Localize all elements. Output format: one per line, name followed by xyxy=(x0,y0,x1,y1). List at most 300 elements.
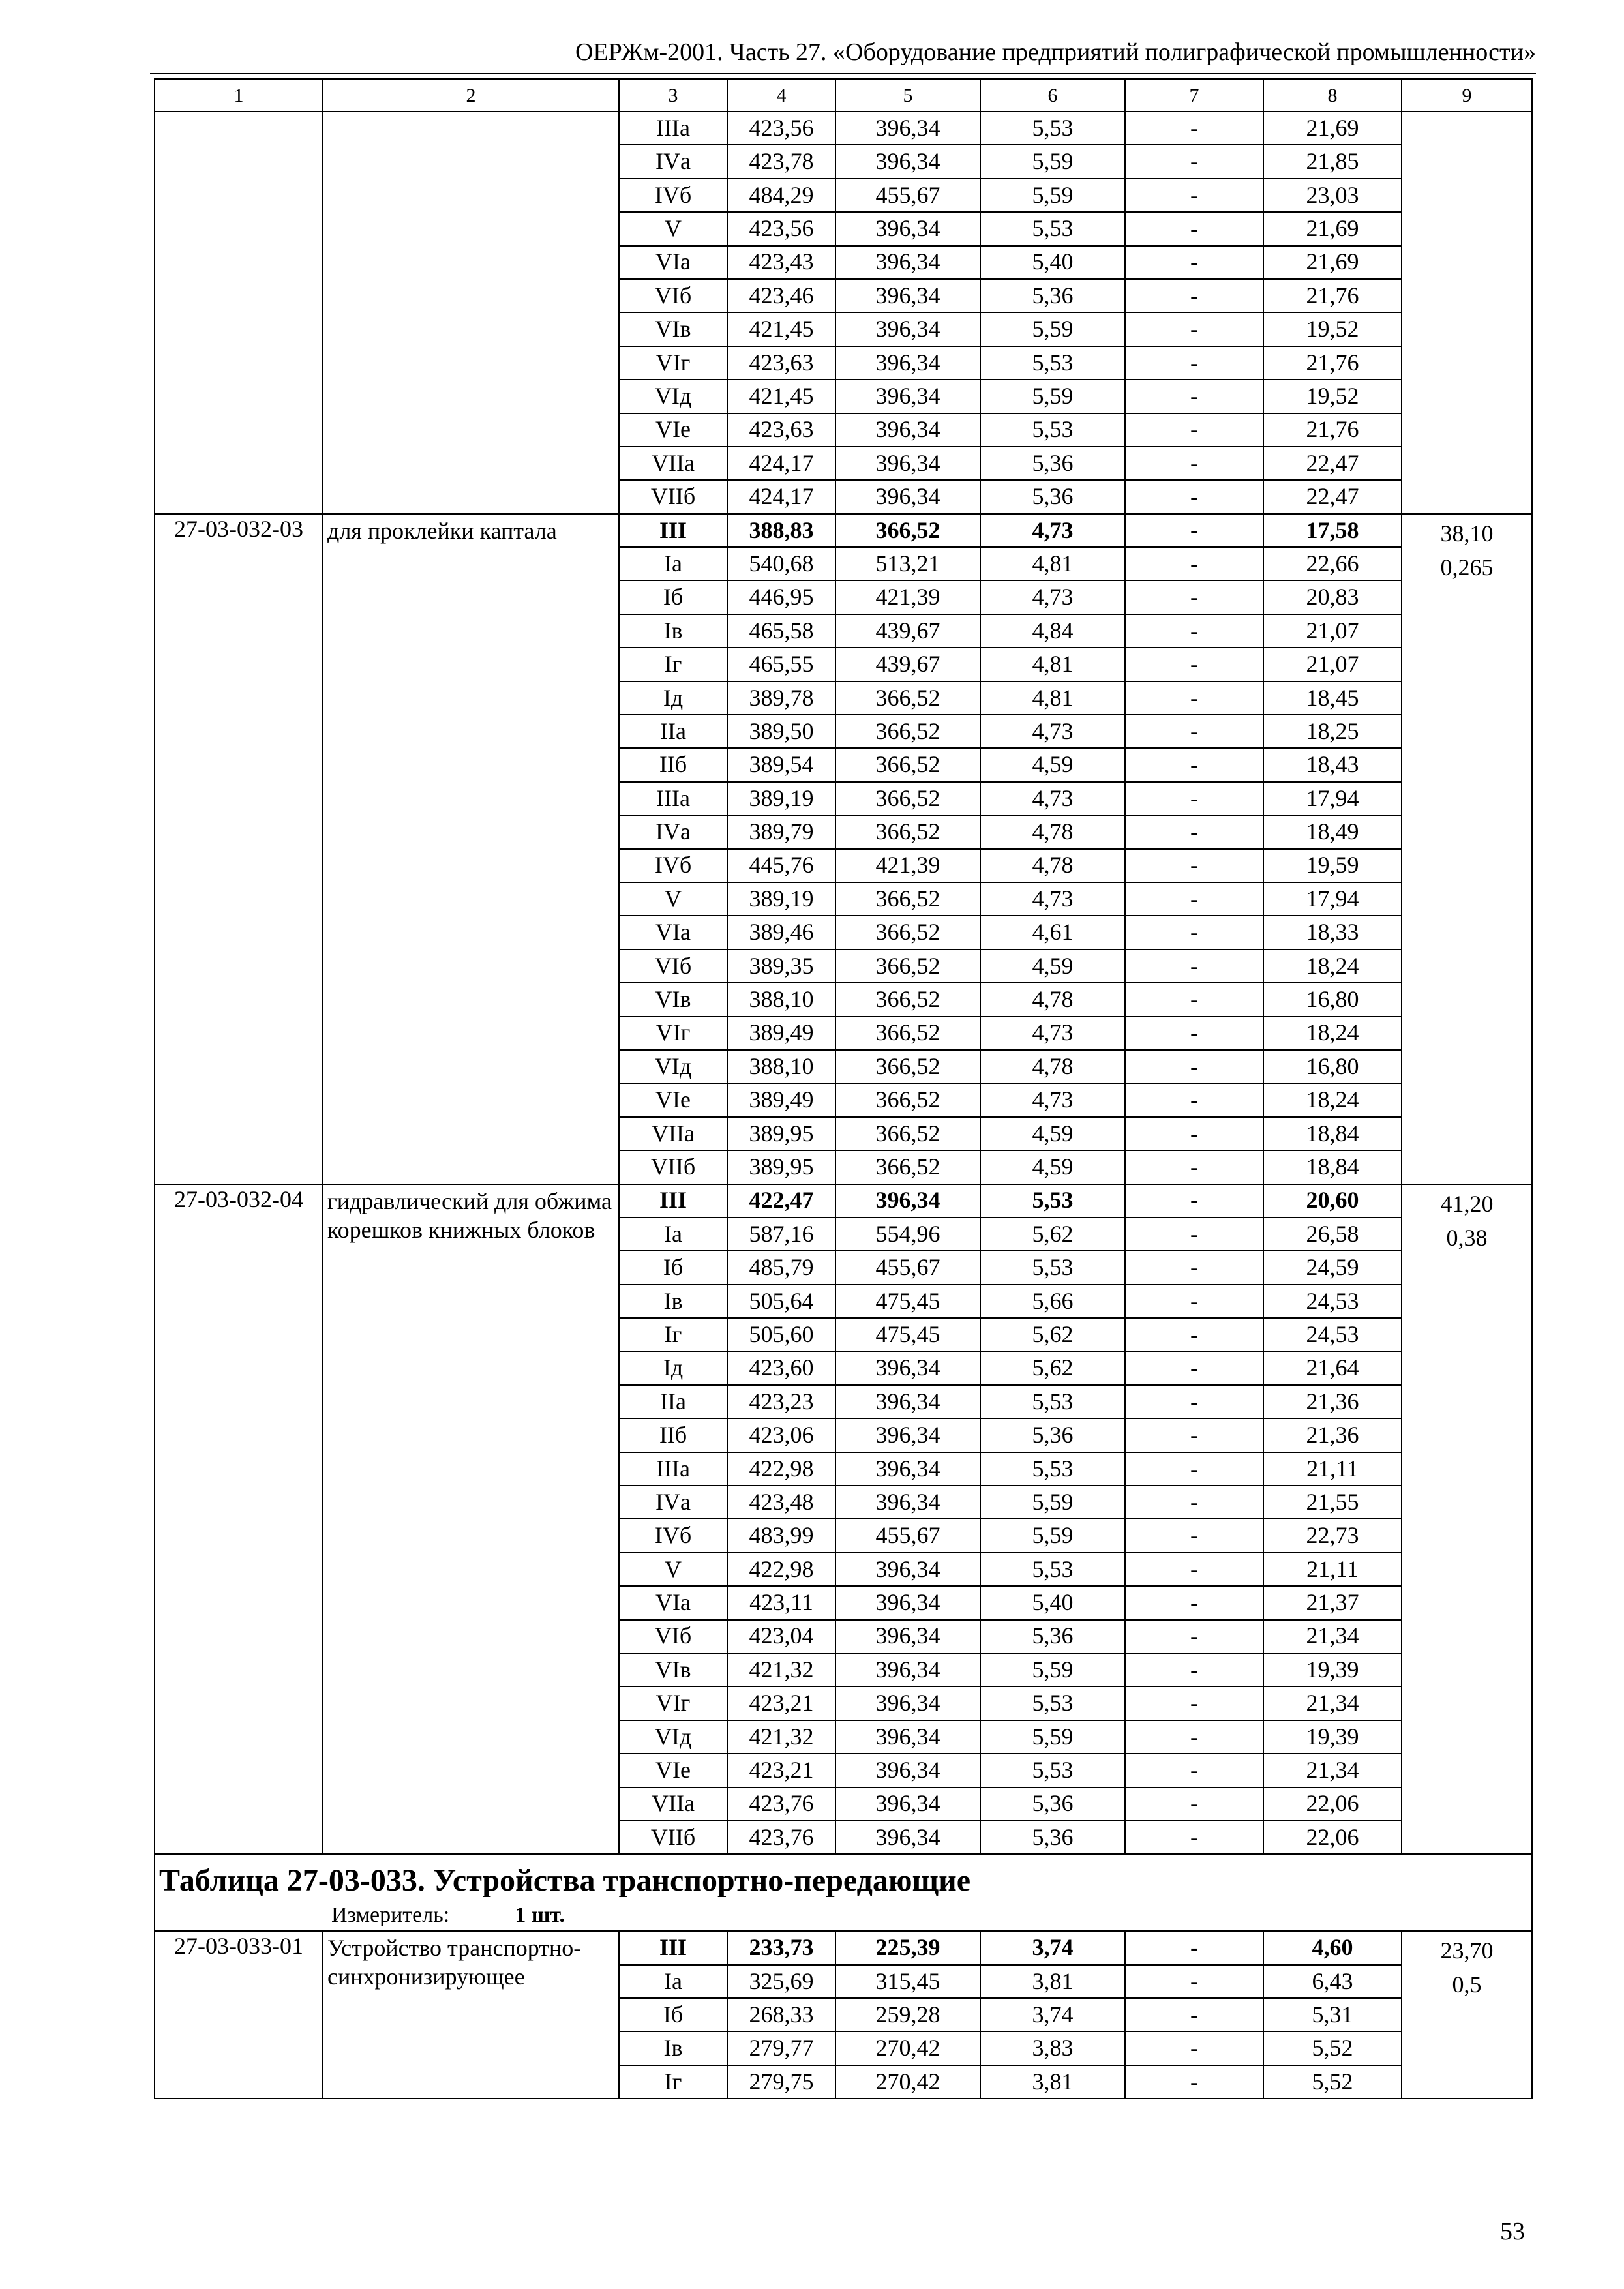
value-cell: 5,40 xyxy=(980,1586,1125,1619)
value-cell: 24,53 xyxy=(1263,1285,1402,1318)
value-cell: 475,45 xyxy=(835,1318,980,1351)
value-cell: - xyxy=(1125,1653,1263,1686)
value-cell: 18,49 xyxy=(1263,815,1402,848)
value-cell: 5,53 xyxy=(980,1385,1125,1418)
value-cell: Iг xyxy=(619,2065,727,2099)
value-cell: 396,34 xyxy=(835,1184,980,1218)
value-cell: - xyxy=(1125,580,1263,614)
value-cell: 423,56 xyxy=(727,112,835,145)
value-cell: 396,34 xyxy=(835,1418,980,1452)
value-cell: 513,21 xyxy=(835,547,980,580)
value-cell: 396,34 xyxy=(835,279,980,312)
value-cell: 18,25 xyxy=(1263,715,1402,748)
value-cell: - xyxy=(1125,614,1263,648)
value-cell: 423,23 xyxy=(727,1385,835,1418)
value-cell: 5,59 xyxy=(980,380,1125,413)
value-cell: 423,63 xyxy=(727,346,835,380)
value-cell: 5,59 xyxy=(980,145,1125,178)
value-cell: 366,52 xyxy=(835,983,980,1016)
measure-value: 1 шт. xyxy=(515,1903,565,1928)
value-cell: 396,34 xyxy=(835,346,980,380)
value-cell: 21,34 xyxy=(1263,1686,1402,1720)
col9-value: 0,265 xyxy=(1440,554,1494,580)
value-cell: 366,52 xyxy=(835,1050,980,1083)
value-cell: 17,94 xyxy=(1263,782,1402,815)
value-cell: III xyxy=(619,514,727,547)
value-cell: 396,34 xyxy=(835,1788,980,1821)
value-cell: 366,52 xyxy=(835,1017,980,1050)
value-cell: 3,74 xyxy=(980,1931,1125,1964)
value-cell: 4,81 xyxy=(980,547,1125,580)
value-cell: 388,10 xyxy=(727,983,835,1016)
value-cell: - xyxy=(1125,1686,1263,1720)
value-cell: 396,34 xyxy=(835,246,980,279)
value-cell: 18,84 xyxy=(1263,1150,1402,1184)
value-cell: 270,42 xyxy=(835,2031,980,2065)
value-cell: VIIб xyxy=(619,1150,727,1184)
table-caption-row xyxy=(155,1854,1532,1931)
value-cell: V xyxy=(619,1553,727,1586)
value-cell: 24,59 xyxy=(1263,1251,1402,1284)
value-cell: 17,94 xyxy=(1263,882,1402,916)
col9-value: 41,20 xyxy=(1440,1190,1494,1217)
value-cell: 540,68 xyxy=(727,547,835,580)
value-cell: VIIа xyxy=(619,1788,727,1821)
value-cell: - xyxy=(1125,1586,1263,1619)
col9-value: 0,38 xyxy=(1446,1224,1488,1251)
value-cell: 389,46 xyxy=(727,916,835,949)
value-cell: 5,36 xyxy=(980,1418,1125,1452)
value-cell: IIIа xyxy=(619,112,727,145)
col9-value: 23,70 xyxy=(1440,1937,1494,1964)
value-cell: 421,45 xyxy=(727,312,835,346)
column-number-row xyxy=(155,79,1532,112)
value-cell: 5,53 xyxy=(980,413,1125,447)
value-cell: VIа xyxy=(619,1586,727,1619)
value-cell: VIIа xyxy=(619,447,727,480)
value-cell: 325,69 xyxy=(727,1965,835,1998)
value-cell: - xyxy=(1125,212,1263,245)
value-cell: 16,80 xyxy=(1263,983,1402,1016)
value-cell: 366,52 xyxy=(835,1083,980,1116)
value-cell: 389,79 xyxy=(727,815,835,848)
value-cell: 4,61 xyxy=(980,916,1125,949)
value-cell: IIа xyxy=(619,715,727,748)
value-cell: 587,16 xyxy=(727,1218,835,1251)
value-cell: 5,62 xyxy=(980,1318,1125,1351)
value-cell: 4,81 xyxy=(980,681,1125,715)
value-cell: IVб xyxy=(619,179,727,212)
value-cell: 389,35 xyxy=(727,950,835,983)
value-cell: - xyxy=(1125,380,1263,413)
value-cell: - xyxy=(1125,480,1263,513)
table-row xyxy=(155,1931,1532,1964)
column-number: 1 xyxy=(155,79,323,112)
value-cell: - xyxy=(1125,1318,1263,1351)
value-cell: - xyxy=(1125,514,1263,547)
value-cell: IIб xyxy=(619,1418,727,1452)
value-cell: 5,36 xyxy=(980,1788,1125,1821)
value-cell: 5,36 xyxy=(980,447,1125,480)
value-cell: 22,47 xyxy=(1263,447,1402,480)
value-cell: - xyxy=(1125,1351,1263,1384)
value-cell: - xyxy=(1125,1385,1263,1418)
value-cell: 423,56 xyxy=(727,212,835,245)
value-cell: 5,31 xyxy=(1263,1998,1402,2031)
value-cell: 366,52 xyxy=(835,1117,980,1150)
value-cell: 396,34 xyxy=(835,1720,980,1754)
value-cell: 21,69 xyxy=(1263,212,1402,245)
value-cell: 5,59 xyxy=(980,1720,1125,1754)
value-cell: 5,62 xyxy=(980,1218,1125,1251)
value-cell: VIв xyxy=(619,312,727,346)
value-cell: 396,34 xyxy=(835,1620,980,1653)
value-cell: 421,39 xyxy=(835,580,980,614)
table-caption xyxy=(155,1854,1532,1931)
value-cell: Iб xyxy=(619,1251,727,1284)
rate-name: для проклейки каптала xyxy=(323,514,619,1184)
value-cell: 366,52 xyxy=(835,1150,980,1184)
code-cell-empty xyxy=(155,112,323,514)
value-cell: 5,40 xyxy=(980,246,1125,279)
value-cell: 485,79 xyxy=(727,1251,835,1284)
value-cell: 396,34 xyxy=(835,1754,980,1787)
value-cell: 22,66 xyxy=(1263,547,1402,580)
rate-name: Устройство транспортно-синхронизирующее xyxy=(323,1931,619,2099)
value-cell: 366,52 xyxy=(835,748,980,781)
value-cell: 396,34 xyxy=(835,1586,980,1619)
value-cell: 4,78 xyxy=(980,1050,1125,1083)
value-cell: 5,53 xyxy=(980,1452,1125,1486)
value-cell: 396,34 xyxy=(835,1385,980,1418)
value-cell: 396,34 xyxy=(835,447,980,480)
value-cell: 396,34 xyxy=(835,1821,980,1854)
measure-line xyxy=(159,1903,1527,1927)
value-cell: V xyxy=(619,212,727,245)
value-cell: - xyxy=(1125,648,1263,681)
value-cell: 21,64 xyxy=(1263,1351,1402,1384)
value-cell: 21,55 xyxy=(1263,1486,1402,1519)
value-cell: - xyxy=(1125,179,1263,212)
value-cell: 366,52 xyxy=(835,882,980,916)
value-cell: 6,43 xyxy=(1263,1965,1402,1998)
value-cell: 19,52 xyxy=(1263,312,1402,346)
value-cell: 423,76 xyxy=(727,1821,835,1854)
value-cell: 423,60 xyxy=(727,1351,835,1384)
value-cell: - xyxy=(1125,1519,1263,1552)
value-cell: IIб xyxy=(619,748,727,781)
value-cell: IVб xyxy=(619,1519,727,1552)
value-cell: VIе xyxy=(619,1083,727,1116)
value-cell: 5,53 xyxy=(980,1184,1125,1218)
value-cell: 26,58 xyxy=(1263,1218,1402,1251)
value-cell: III xyxy=(619,1184,727,1218)
value-cell: - xyxy=(1125,1788,1263,1821)
value-cell: IVа xyxy=(619,1486,727,1519)
column-number: 5 xyxy=(835,79,980,112)
value-cell: 5,36 xyxy=(980,480,1125,513)
value-cell: 389,54 xyxy=(727,748,835,781)
value-cell: - xyxy=(1125,748,1263,781)
value-cell: - xyxy=(1125,279,1263,312)
value-cell: - xyxy=(1125,145,1263,178)
value-cell: 5,53 xyxy=(980,1686,1125,1720)
measure-label: Измеритель: xyxy=(331,1903,450,1928)
rates-table xyxy=(154,78,1533,2099)
value-cell: 5,36 xyxy=(980,1821,1125,1854)
column-number: 3 xyxy=(619,79,727,112)
value-cell: 396,34 xyxy=(835,1452,980,1486)
value-cell: 484,29 xyxy=(727,179,835,212)
value-cell: - xyxy=(1125,1418,1263,1452)
value-cell: - xyxy=(1125,1754,1263,1787)
value-cell: Iа xyxy=(619,1965,727,1998)
value-cell: VIд xyxy=(619,1050,727,1083)
value-cell: - xyxy=(1125,782,1263,815)
value-cell: 21,11 xyxy=(1263,1553,1402,1586)
value-cell: 21,36 xyxy=(1263,1385,1402,1418)
value-cell: 389,78 xyxy=(727,681,835,715)
value-cell: 483,99 xyxy=(727,1519,835,1552)
value-cell: - xyxy=(1125,1150,1263,1184)
value-cell: Iв xyxy=(619,2031,727,2065)
value-cell: 421,32 xyxy=(727,1720,835,1754)
value-cell: 21,76 xyxy=(1263,279,1402,312)
value-cell: 5,66 xyxy=(980,1285,1125,1318)
col9-cell xyxy=(1402,514,1532,1184)
value-cell: VIб xyxy=(619,1620,727,1653)
value-cell: 5,59 xyxy=(980,179,1125,212)
value-cell: 18,24 xyxy=(1263,1083,1402,1116)
value-cell: - xyxy=(1125,1251,1263,1284)
value-cell: VIд xyxy=(619,380,727,413)
value-cell: Iб xyxy=(619,580,727,614)
value-cell: - xyxy=(1125,681,1263,715)
value-cell: 4,73 xyxy=(980,715,1125,748)
value-cell: 423,76 xyxy=(727,1788,835,1821)
rate-code: 27-03-032-04 xyxy=(155,1184,323,1855)
col9-value: 0,5 xyxy=(1452,1971,1482,1998)
value-cell: Iд xyxy=(619,681,727,715)
value-cell: - xyxy=(1125,1452,1263,1486)
value-cell: VIв xyxy=(619,1653,727,1686)
value-cell: 5,53 xyxy=(980,212,1125,245)
value-cell: VIд xyxy=(619,1720,727,1754)
value-cell: 21,69 xyxy=(1263,246,1402,279)
value-cell: VIе xyxy=(619,413,727,447)
value-cell: 505,60 xyxy=(727,1318,835,1351)
header-rule xyxy=(150,73,1536,74)
value-cell: 21,34 xyxy=(1263,1620,1402,1653)
value-cell: - xyxy=(1125,1998,1263,2031)
table-row xyxy=(155,1184,1532,1218)
value-cell: - xyxy=(1125,1117,1263,1150)
value-cell: 423,63 xyxy=(727,413,835,447)
col9-cell-empty xyxy=(1402,112,1532,514)
value-cell: VIIб xyxy=(619,480,727,513)
column-number: 4 xyxy=(727,79,835,112)
value-cell: 421,45 xyxy=(727,380,835,413)
value-cell: 18,24 xyxy=(1263,1017,1402,1050)
value-cell: - xyxy=(1125,849,1263,882)
value-cell: 5,59 xyxy=(980,312,1125,346)
value-cell: - xyxy=(1125,1931,1263,1964)
value-cell: 5,52 xyxy=(1263,2031,1402,2065)
table-row xyxy=(155,112,1532,145)
value-cell: 388,83 xyxy=(727,514,835,547)
rate-code: 27-03-033-01 xyxy=(155,1931,323,2099)
value-cell: VIг xyxy=(619,346,727,380)
value-cell: 366,52 xyxy=(835,681,980,715)
value-cell: - xyxy=(1125,1285,1263,1318)
value-cell: 423,06 xyxy=(727,1418,835,1452)
value-cell: 315,45 xyxy=(835,1965,980,1998)
value-cell: 3,74 xyxy=(980,1998,1125,2031)
value-cell: 225,39 xyxy=(835,1931,980,1964)
value-cell: 424,17 xyxy=(727,480,835,513)
value-cell: 423,21 xyxy=(727,1754,835,1787)
value-cell: VIIа xyxy=(619,1117,727,1150)
value-cell: 423,04 xyxy=(727,1620,835,1653)
value-cell: 17,58 xyxy=(1263,514,1402,547)
value-cell: 21,11 xyxy=(1263,1452,1402,1486)
value-cell: VIв xyxy=(619,983,727,1016)
value-cell: 5,62 xyxy=(980,1351,1125,1384)
value-cell: IIIа xyxy=(619,1452,727,1486)
value-cell: 268,33 xyxy=(727,1998,835,2031)
value-cell: 455,67 xyxy=(835,1251,980,1284)
value-cell: 4,73 xyxy=(980,1083,1125,1116)
value-cell: - xyxy=(1125,547,1263,580)
value-cell: 22,06 xyxy=(1263,1788,1402,1821)
value-cell: VIIб xyxy=(619,1821,727,1854)
value-cell: 396,34 xyxy=(835,1553,980,1586)
value-cell: 4,60 xyxy=(1263,1931,1402,1964)
value-cell: 5,53 xyxy=(980,346,1125,380)
value-cell: 554,96 xyxy=(835,1218,980,1251)
value-cell: 4,59 xyxy=(980,1150,1125,1184)
value-cell: 423,21 xyxy=(727,1686,835,1720)
value-cell: - xyxy=(1125,916,1263,949)
value-cell: 396,34 xyxy=(835,413,980,447)
value-cell: 366,52 xyxy=(835,715,980,748)
value-cell: 388,10 xyxy=(727,1050,835,1083)
rate-code: 27-03-032-03 xyxy=(155,514,323,1184)
value-cell: 5,59 xyxy=(980,1486,1125,1519)
value-cell: Iв xyxy=(619,1285,727,1318)
value-cell: 4,73 xyxy=(980,580,1125,614)
value-cell: 396,34 xyxy=(835,212,980,245)
value-cell: - xyxy=(1125,815,1263,848)
value-cell: VIб xyxy=(619,279,727,312)
value-cell: - xyxy=(1125,112,1263,145)
value-cell: 4,73 xyxy=(980,1017,1125,1050)
value-cell: 439,67 xyxy=(835,648,980,681)
value-cell: 19,52 xyxy=(1263,380,1402,413)
value-cell: - xyxy=(1125,1553,1263,1586)
value-cell: 505,64 xyxy=(727,1285,835,1318)
value-cell: Iг xyxy=(619,648,727,681)
value-cell: 5,53 xyxy=(980,1553,1125,1586)
value-cell: - xyxy=(1125,715,1263,748)
value-cell: 4,78 xyxy=(980,983,1125,1016)
value-cell: Iа xyxy=(619,1218,727,1251)
value-cell: 5,53 xyxy=(980,112,1125,145)
page-number: 53 xyxy=(1500,2218,1525,2245)
value-cell: 270,42 xyxy=(835,2065,980,2099)
value-cell: 366,52 xyxy=(835,782,980,815)
value-cell: IVа xyxy=(619,815,727,848)
value-cell: VIг xyxy=(619,1686,727,1720)
value-cell: - xyxy=(1125,1720,1263,1754)
value-cell: - xyxy=(1125,1083,1263,1116)
value-cell: IIIа xyxy=(619,782,727,815)
col9-cell xyxy=(1402,1931,1532,2099)
value-cell: IVа xyxy=(619,145,727,178)
value-cell: 366,52 xyxy=(835,815,980,848)
table-row xyxy=(155,514,1532,547)
value-cell: 366,52 xyxy=(835,950,980,983)
column-number: 6 xyxy=(980,79,1125,112)
value-cell: 455,67 xyxy=(835,1519,980,1552)
value-cell: 396,34 xyxy=(835,1653,980,1686)
value-cell: 475,45 xyxy=(835,1285,980,1318)
name-cell-empty xyxy=(323,112,619,514)
value-cell: 21,34 xyxy=(1263,1754,1402,1787)
value-cell: - xyxy=(1125,882,1263,916)
value-cell: - xyxy=(1125,983,1263,1016)
value-cell: 389,19 xyxy=(727,882,835,916)
value-cell: VIг xyxy=(619,1017,727,1050)
value-cell: 21,37 xyxy=(1263,1586,1402,1619)
table-title: Таблица 27-03-033. Устройства транспортно-передающие xyxy=(159,1863,971,1898)
value-cell: 4,59 xyxy=(980,748,1125,781)
value-cell: - xyxy=(1125,1218,1263,1251)
value-cell: 279,75 xyxy=(727,2065,835,2099)
value-cell: - xyxy=(1125,1486,1263,1519)
value-cell: 4,81 xyxy=(980,648,1125,681)
value-cell: 21,76 xyxy=(1263,346,1402,380)
value-cell: 20,83 xyxy=(1263,580,1402,614)
value-cell: 5,36 xyxy=(980,279,1125,312)
value-cell: 5,52 xyxy=(1263,2065,1402,2099)
value-cell: - xyxy=(1125,246,1263,279)
value-cell: 465,58 xyxy=(727,614,835,648)
value-cell: 21,07 xyxy=(1263,648,1402,681)
value-cell: III xyxy=(619,1931,727,1964)
value-cell: VIа xyxy=(619,916,727,949)
value-cell: 18,84 xyxy=(1263,1117,1402,1150)
value-cell: 24,53 xyxy=(1263,1318,1402,1351)
value-cell: 423,46 xyxy=(727,279,835,312)
value-cell: 18,45 xyxy=(1263,681,1402,715)
value-cell: 422,47 xyxy=(727,1184,835,1218)
col9-value: 38,10 xyxy=(1440,520,1494,546)
value-cell: 19,59 xyxy=(1263,849,1402,882)
value-cell: 396,34 xyxy=(835,312,980,346)
value-cell: 5,53 xyxy=(980,1251,1125,1284)
value-cell: 423,78 xyxy=(727,145,835,178)
value-cell: 20,60 xyxy=(1263,1184,1402,1218)
value-cell: 21,36 xyxy=(1263,1418,1402,1452)
value-cell: 389,50 xyxy=(727,715,835,748)
value-cell: 21,69 xyxy=(1263,112,1402,145)
value-cell: IIа xyxy=(619,1385,727,1418)
value-cell: 396,34 xyxy=(835,1686,980,1720)
value-cell: 21,76 xyxy=(1263,413,1402,447)
value-cell: 424,17 xyxy=(727,447,835,480)
value-cell: VIб xyxy=(619,950,727,983)
